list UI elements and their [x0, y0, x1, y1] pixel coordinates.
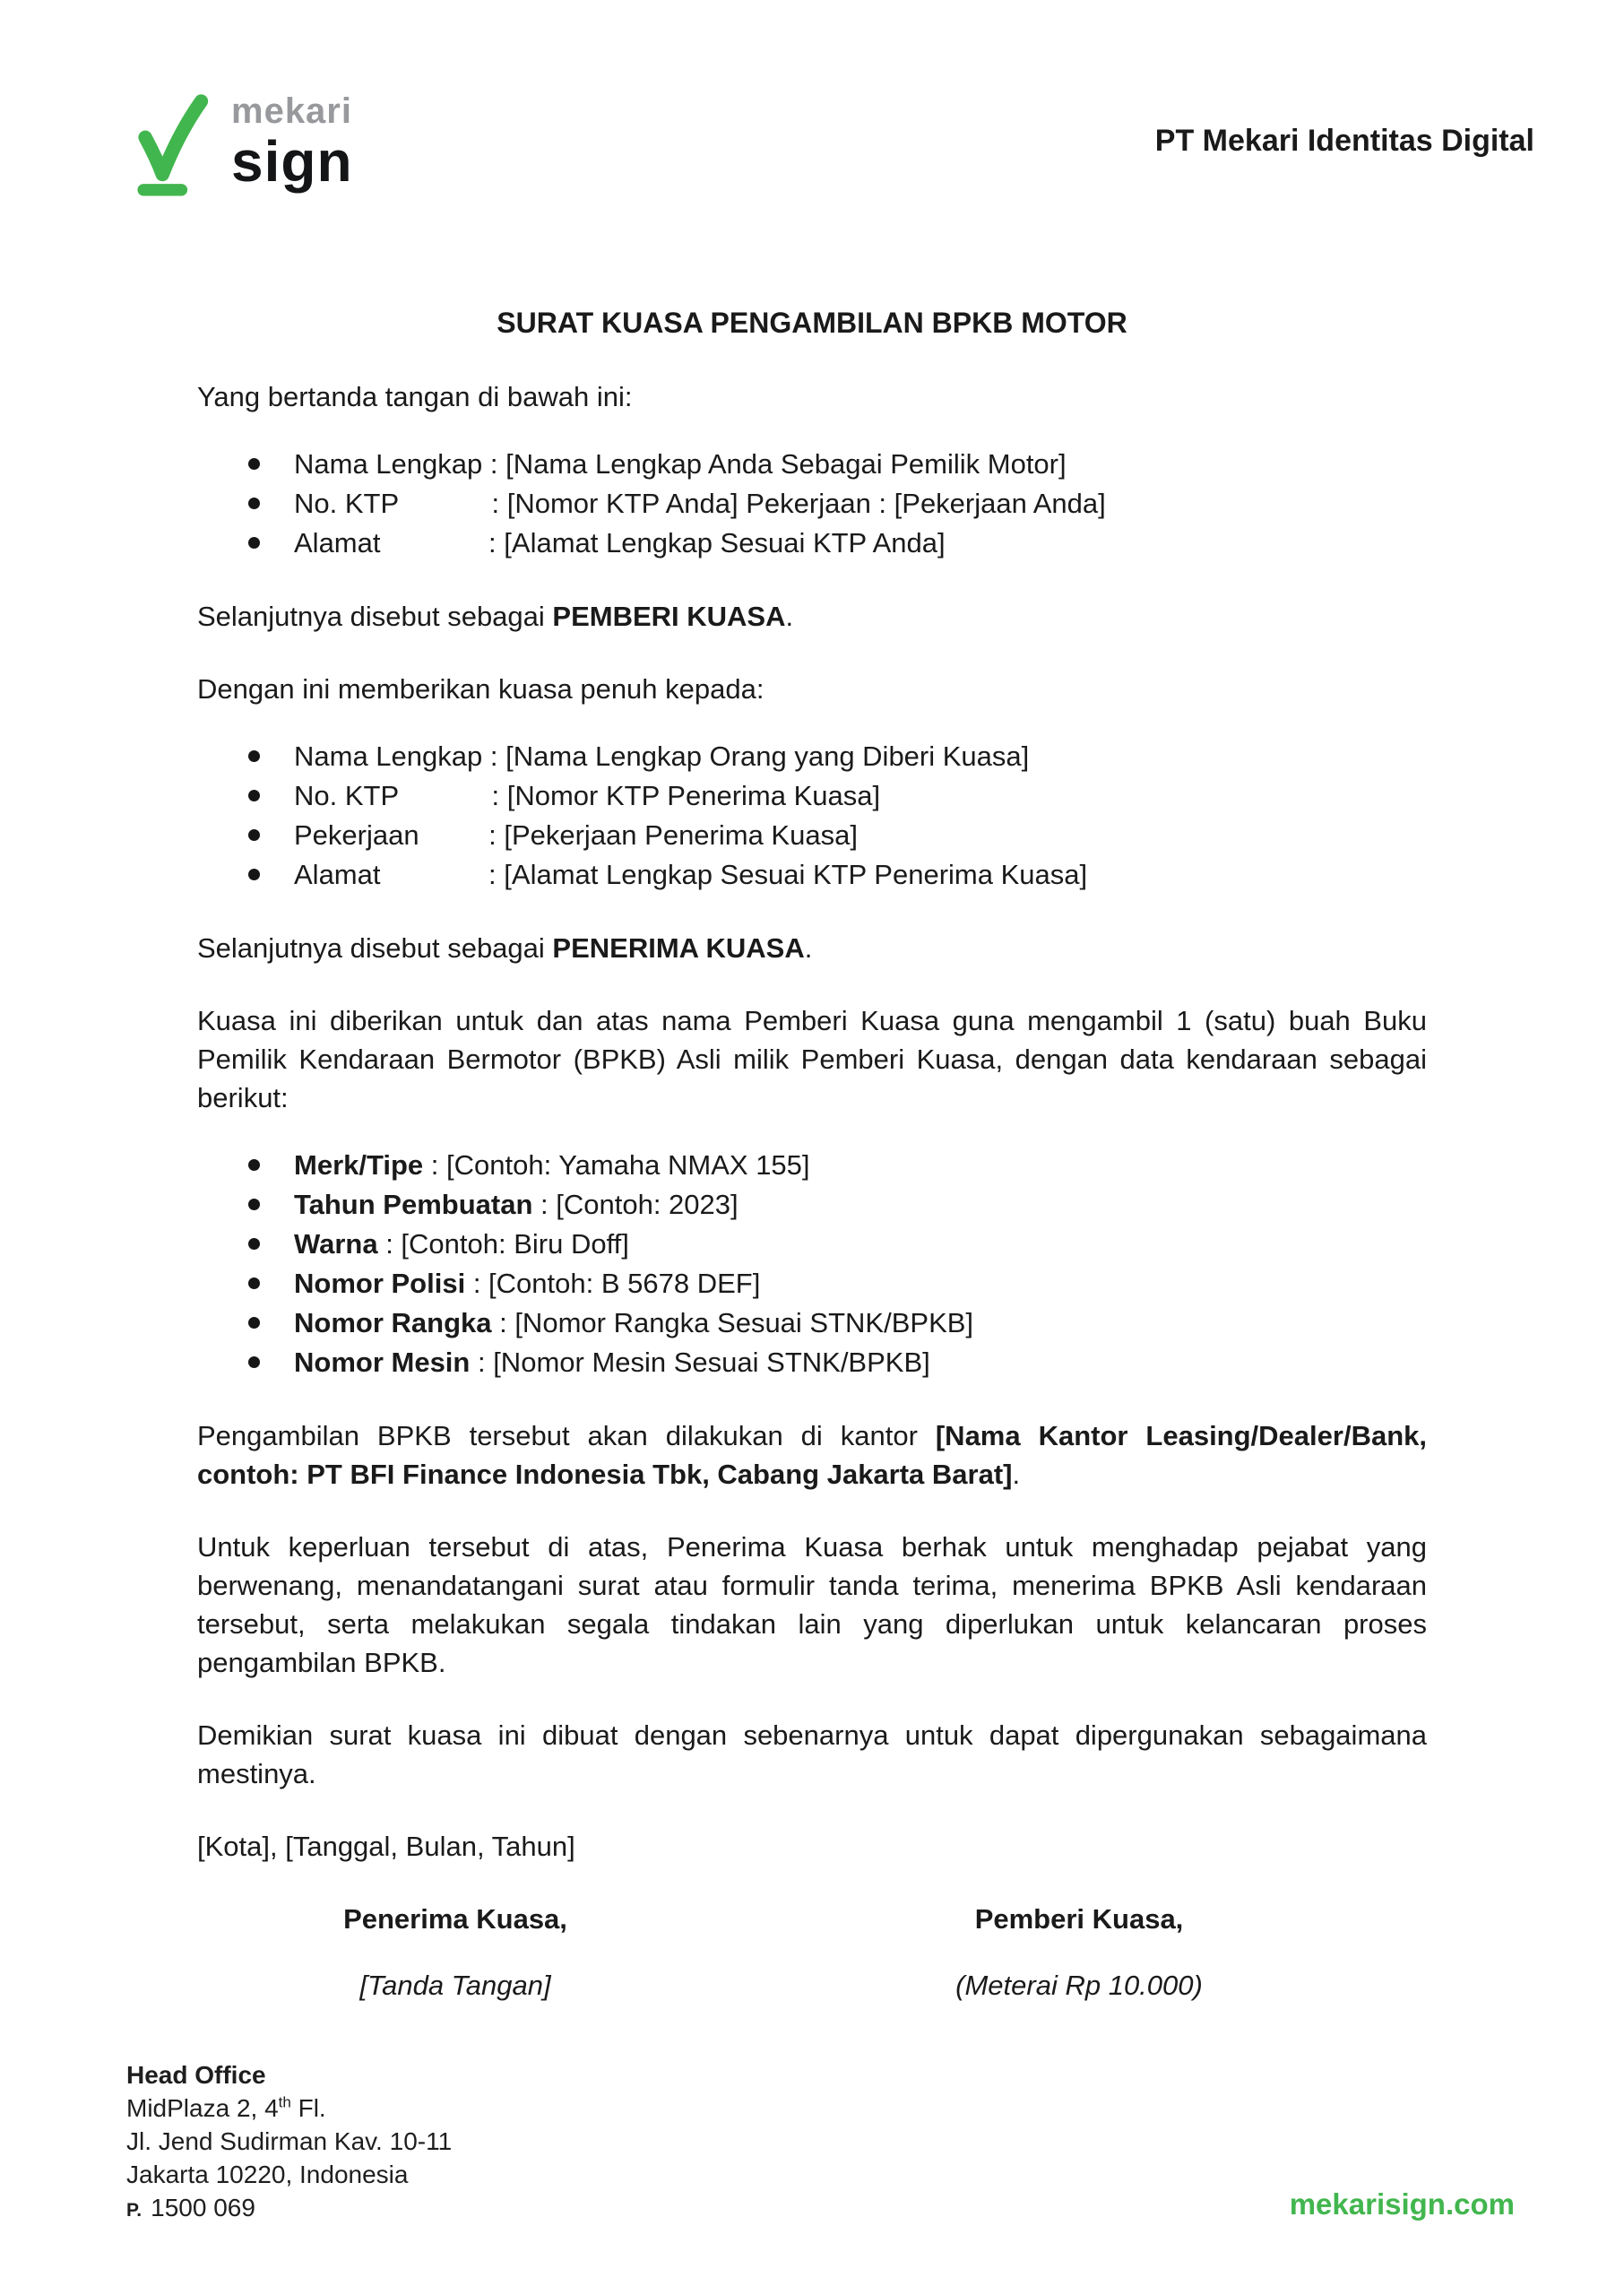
grantor-details-list [197, 445, 1427, 563]
list-item [197, 1146, 1427, 1185]
text-run: Selanjutnya disebut sebagai [197, 601, 553, 632]
intro-paragraph: Yang bertanda tangan di bawah ini: [197, 381, 633, 412]
list-item [197, 816, 1427, 855]
vehicle-field-value: : [Contoh: B 5678 DEF] [465, 1268, 761, 1299]
signature-section [197, 1900, 1427, 2005]
address-line: Jakarta 10220, Indonesia [126, 2161, 409, 2188]
list-item-text: No. KTP : [Nomor KTP Anda] Pekerjaan : [Pekerjaan Anda] [294, 488, 1106, 519]
vehicle-field-value: : [Contoh: Yamaha NMAX 155] [423, 1149, 810, 1181]
list-item [197, 737, 1427, 776]
list-item [197, 1343, 1427, 1382]
text-run: . [804, 932, 813, 964]
mekari-sign-logo [125, 88, 353, 197]
list-item-text: Nama Lengkap : [Nama Lengkap Anda Sebagai Pemilik Motor] [294, 448, 1067, 480]
pickup-office-name: [Nama Kantor Leasing/Dealer/Bank, contoh: PT BFI Finance Indonesia Tbk, Cabang Jakarta Barat] [197, 1420, 1427, 1490]
signature-block-grantor [821, 1900, 1337, 2005]
footer [126, 2058, 452, 2227]
address-line: Jl. Jend Sudirman Kav. 10-11 [126, 2127, 453, 2155]
text-run: . [1012, 1459, 1021, 1490]
purpose-paragraph: Kuasa ini diberikan untuk dan atas nama Pemberi Kuasa guna mengambil 1 (satu) buah Buku Pemilik Kendaraan Bermotor (BPKB) Asli milik Pemberi Kuasa, dengan data kendaraan sebagai berikut: [197, 1005, 1427, 1113]
vehicle-field-value: : [Contoh: Biru Doff] [377, 1228, 629, 1260]
list-item [197, 776, 1427, 816]
signature-placeholder: [Tanda Tangan] [359, 1970, 551, 2001]
list-item-text: Alamat : [Alamat Lengkap Sesuai KTP Anda] [294, 527, 946, 559]
text-run: MidPlaza 2, 4 [126, 2094, 279, 2122]
stamp-duty-placeholder: (Meterai Rp 10.000) [955, 1970, 1203, 2001]
grantee-term: PENERIMA KUASA [552, 932, 805, 964]
list-item [197, 1264, 1427, 1303]
text-run: Pengambilan BPKB tersebut akan dilakukan di kantor [197, 1420, 936, 1451]
grant-intro-paragraph: Dengan ini memberikan kuasa penuh kepada: [197, 673, 764, 705]
phone-number: 1500 069 [151, 2194, 255, 2221]
text-run: . [785, 601, 794, 632]
signature-title: Pemberi Kuasa, [974, 1903, 1184, 1935]
list-item [197, 445, 1427, 484]
list-item [197, 484, 1427, 524]
logo-text [231, 91, 353, 194]
vehicle-details-list [197, 1146, 1427, 1382]
phone-label: P. [126, 2200, 143, 2221]
list-item [197, 1303, 1427, 1343]
vehicle-field-value: : [Nomor Mesin Sesuai STNK/BPKB] [470, 1347, 930, 1378]
grantee-details-list [197, 737, 1427, 895]
logo-product-text: sign [231, 129, 353, 194]
grantee-closing-paragraph [197, 929, 1427, 967]
website-link[interactable]: mekarisign.com [1289, 2187, 1515, 2221]
vehicle-field-value: : [Contoh: 2023] [532, 1189, 739, 1220]
vehicle-field-label: Tahun Pembuatan [294, 1189, 533, 1220]
list-item [197, 855, 1427, 895]
phone-line [126, 2191, 452, 2227]
document-body [197, 303, 1427, 2005]
authority-paragraph: Untuk keperluan tersebut di atas, Penerima Kuasa berhak untuk menghadap pejabat yang berwenang, menandatangani surat atau formulir tanda terima, menerima BPKB Asli kendaraan tersebut, serta melakukan segala tindakan lain yang diperlukan untuk kelancaran proses pengambilan BPKB. [197, 1531, 1427, 1678]
address-line [126, 2091, 452, 2125]
grantor-closing-paragraph [197, 597, 1427, 636]
text-run: Selanjutnya disebut sebagai [197, 932, 553, 964]
grantor-term: PEMBERI KUASA [552, 601, 786, 632]
vehicle-field-label: Nomor Polisi [294, 1268, 466, 1299]
list-item [197, 524, 1427, 563]
text-run: Fl. [290, 2094, 326, 2122]
closing-paragraph: Demikian surat kuasa ini dibuat dengan sebenarnya untuk dapat dipergunakan sebagaimana mestinya. [197, 1719, 1427, 1789]
document-title: SURAT KUASA PENGAMBILAN BPKB MOTOR [497, 307, 1127, 339]
dateline: [Kota], [Tanggal, Bulan, Tahun] [197, 1831, 575, 1862]
signature-block-grantee [197, 1900, 713, 2005]
vehicle-field-value: : [Nomor Rangka Sesuai STNK/BPKB] [491, 1307, 974, 1338]
checkmark-icon [125, 88, 212, 197]
list-item-text: No. KTP : [Nomor KTP Penerima Kuasa] [294, 780, 881, 811]
vehicle-field-label: Warna [294, 1228, 378, 1260]
list-item-text: Nama Lengkap : [Nama Lengkap Orang yang Diberi Kuasa] [294, 740, 1030, 772]
list-item [197, 1225, 1427, 1264]
logo-brand-text: mekari [231, 91, 352, 131]
head-office-label: Head Office [126, 2061, 266, 2089]
vehicle-field-label: Merk/Tipe [294, 1149, 424, 1181]
list-item-text: Pekerjaan : [Pekerjaan Penerima Kuasa] [294, 819, 858, 851]
company-name: PT Mekari Identitas Digital [1154, 124, 1534, 158]
list-item-text: Alamat : [Alamat Lengkap Sesuai KTP Penerima Kuasa] [294, 859, 1088, 890]
signature-title: Penerima Kuasa, [343, 1903, 567, 1935]
ordinal-superscript: th [278, 2093, 291, 2111]
vehicle-field-label: Nomor Mesin [294, 1347, 471, 1378]
list-item [197, 1185, 1427, 1225]
vehicle-field-label: Nomor Rangka [294, 1307, 492, 1338]
pickup-paragraph [197, 1416, 1427, 1494]
